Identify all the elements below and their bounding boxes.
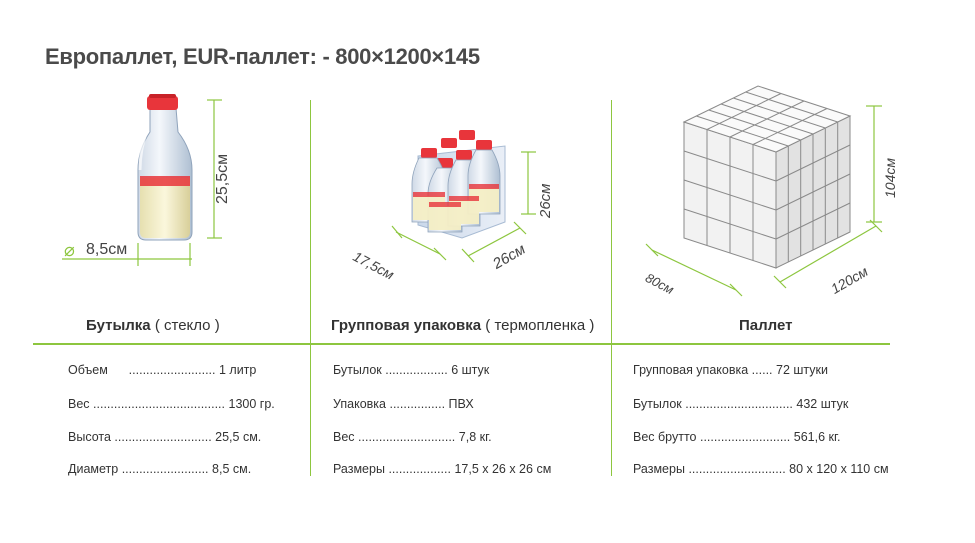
spec-value: 1300 гр.: [228, 397, 275, 411]
spec-value: 7,8 кг.: [458, 430, 492, 444]
spec-label: Вес: [68, 397, 90, 411]
spec-label: Высота: [68, 430, 111, 444]
spec-label: Групповая упаковка: [633, 363, 749, 377]
spec-value: 17,5 x 26 x 26 см: [454, 462, 552, 476]
spec-value: ПВХ: [448, 397, 474, 411]
bottle-heading-title: Бутылка: [86, 317, 151, 334]
spec-label: Объем: [68, 363, 108, 377]
spec-row: [333, 397, 474, 411]
pack-heading-sub: ( термопленка ): [485, 317, 595, 334]
spec-value: 432 штук: [796, 397, 849, 411]
spec-dots: .........................: [128, 363, 216, 377]
bottle-heading: [86, 317, 220, 334]
pallet-heading-title: Паллет: [739, 317, 793, 334]
spec-dots: .........................: [121, 462, 209, 476]
column-divider-2: [611, 100, 612, 476]
spec-label: Размеры: [333, 462, 385, 476]
spec-value: 1 литр: [218, 363, 257, 377]
spec-label: Диаметр: [68, 462, 119, 476]
diameter-icon: ⌀: [64, 240, 75, 260]
pack-width-label: 17,5см: [350, 248, 397, 283]
spec-dots: ................: [389, 397, 446, 411]
spec-value: 6 штук: [451, 363, 490, 377]
pack-illustration: [412, 130, 505, 238]
spec-label: Бутылок: [633, 397, 682, 411]
spec-label: Упаковка: [333, 397, 386, 411]
spec-row: [68, 430, 261, 444]
spec-dots: ..................: [385, 363, 448, 377]
pack-height-label: 26см: [537, 183, 554, 218]
spec-dots: ..........................: [699, 430, 791, 444]
spec-row: [633, 363, 828, 377]
pallet-width-label: 80см: [642, 270, 677, 298]
spec-dots: ......................................: [93, 397, 226, 411]
spec-dots: ...............................: [685, 397, 793, 411]
spec-value: 80 x 120 x 110 см: [789, 462, 889, 476]
spec-dots: ............................: [688, 462, 786, 476]
spec-row: [333, 462, 551, 476]
column-divider-1: [310, 100, 311, 476]
spec-value: 72 штуки: [776, 363, 828, 377]
spec-row: [633, 430, 841, 444]
spec-row: [333, 363, 489, 377]
pack-depth-label: 26см: [490, 240, 529, 273]
pack-heading: [331, 317, 594, 334]
spec-label: Бутылок: [333, 363, 382, 377]
section-divider: [33, 343, 890, 345]
spec-dots: ............................: [358, 430, 456, 444]
bottle-diameter-label: 8,5см: [86, 241, 128, 258]
spec-label: Вес брутто: [633, 430, 697, 444]
spec-row: [633, 397, 848, 411]
spec-row: [68, 397, 275, 411]
bottle-height-label: 25,5см: [214, 153, 231, 204]
spec-row: [68, 462, 251, 476]
spec-row: [633, 462, 889, 476]
spec-value: 561,6 кг.: [793, 430, 841, 444]
spec-dots: ..................: [388, 462, 451, 476]
spec-label: Размеры: [633, 462, 685, 476]
pallet-depth-label: 120см: [828, 263, 871, 297]
spec-dots: ............................: [114, 430, 212, 444]
spec-value: 25,5 см.: [215, 430, 262, 444]
bottle-illustration: [138, 94, 192, 240]
pack-heading-title: Групповая упаковка: [331, 317, 482, 334]
spec-row: [333, 430, 492, 444]
pallet-illustration: [684, 86, 850, 268]
bottle-heading-sub: ( стекло ): [154, 317, 220, 334]
spec-dots: ......: [751, 363, 773, 377]
pallet-height-label: 104см: [882, 158, 898, 198]
spec-row: [68, 363, 256, 377]
spec-label: Вес: [333, 430, 355, 444]
spec-value: 8,5 см.: [212, 462, 252, 476]
pallet-heading: [739, 317, 792, 334]
page-title: Европаллет, EUR-паллет: - 800×1200×145: [45, 44, 480, 69]
